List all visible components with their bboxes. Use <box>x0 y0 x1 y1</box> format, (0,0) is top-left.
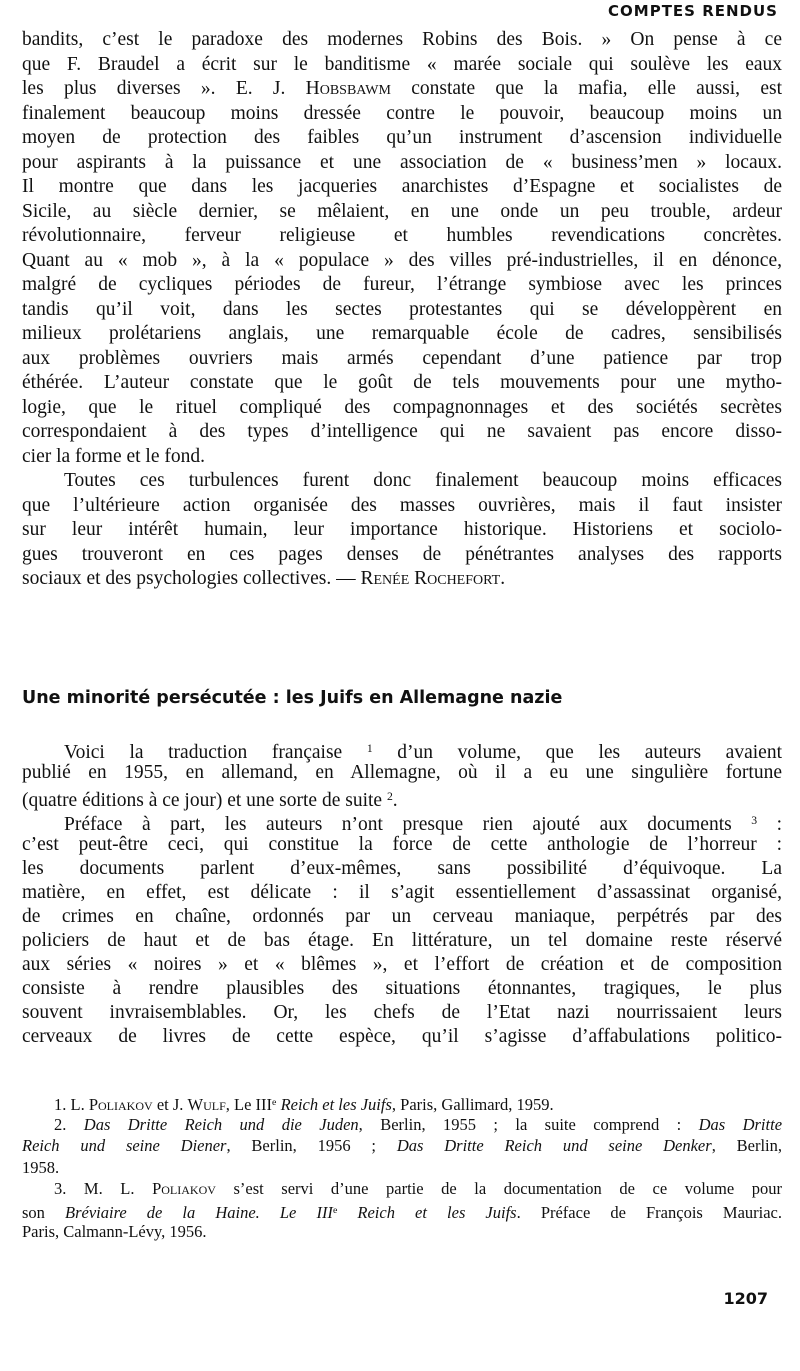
text-segment: cier la forme et le fond. <box>22 445 205 467</box>
text-line <box>22 1092 782 1114</box>
page-number: 1207 <box>723 1289 768 1308</box>
text-segment: 1. L. <box>54 1094 89 1114</box>
text-segment: Sicile, au siècle dernier, se mêlaient, en une onde un peu trouble, ardeur <box>22 200 782 222</box>
text-segment: éthérée. L’auteur constate que le goût de tels mouvements pour une mytho- <box>22 372 782 393</box>
text-segment: constate que la mafia, elle aussi, est <box>390 78 782 99</box>
running-header: COMPTES RENDUS <box>608 2 778 20</box>
text-line <box>22 929 782 953</box>
text-line <box>22 785 782 809</box>
text-segment: Le III <box>234 1094 273 1114</box>
text-segment: pour aspirants à la puissance et une association de « business’men » locaux. <box>22 151 782 173</box>
text-line <box>22 77 782 102</box>
text-segment: c’est peut-être ceci, qui constitue la force de cette anthologie de l’horreur : <box>22 834 782 855</box>
text-line <box>22 371 782 396</box>
text-segment: finalement beaucoup moins dressée contre le pouvoir, beaucoup moins un <box>22 102 782 124</box>
review-1-text <box>22 28 782 592</box>
footnote-ref: e <box>272 1097 277 1108</box>
text-line <box>22 175 782 200</box>
text-line <box>22 249 782 274</box>
text-segment: Renée Rochefort <box>360 568 501 589</box>
text-segment: moyen de protection des faibles qu’un instrument d’ascension individuelle <box>22 127 782 148</box>
text-segment: (quatre éditions à ce jour) et une sorte de suite <box>22 789 387 811</box>
text-segment: . <box>500 568 506 589</box>
text-line <box>22 833 782 857</box>
text-segment: Hobsbawm <box>305 78 391 99</box>
text-line <box>22 1221 782 1243</box>
text-line <box>22 273 782 298</box>
text-segment: son <box>22 1202 65 1222</box>
text-segment: . Préface de François Mauriac. <box>516 1202 782 1222</box>
footnote-ref: 3 <box>751 814 758 827</box>
text-line <box>22 977 782 1001</box>
text-line <box>22 543 782 568</box>
text-segment: souvent invraisemblables. Or, les chefs de l’Etat nazi nourrissaient leurs <box>22 1002 782 1023</box>
text-line <box>22 1001 782 1025</box>
text-segment: , Berlin, 1956 ; <box>226 1136 397 1155</box>
footnote-ref: 2 <box>386 790 393 803</box>
text-line <box>22 881 782 905</box>
text-line <box>22 737 782 761</box>
text-line <box>22 445 782 470</box>
text-line <box>22 53 782 78</box>
text-segment: Poliakov <box>88 1094 153 1114</box>
text-line <box>22 567 782 592</box>
text-segment: Quant au « mob », à la « populace » des villes pré-industrielles, il en dénonce, <box>22 249 782 271</box>
text-line <box>22 809 782 833</box>
text-segment: , Berlin, 1955 ; la suite comprend : <box>358 1114 699 1134</box>
text-line <box>22 420 782 445</box>
text-segment: de crimes en chaîne, ordonnés par un cerveau maniaque, perpétrés par des <box>22 906 782 927</box>
text-segment: s’est servi d’une partie de la documentation de ce volume pour <box>215 1179 782 1198</box>
text-segment: bandits, c’est le paradoxe des modernes Robins des Bois. » On pense à ce <box>22 29 782 50</box>
text-segment: logie, que le rituel compliqué des compagnonnages et des sociétés secrètes <box>22 396 782 418</box>
text-segment: aux séries « noires » et « blêmes », et l’effort de création et de composition <box>22 954 782 975</box>
text-line <box>22 322 782 347</box>
text-segment: . <box>392 789 398 811</box>
text-segment: Préface à part, les auteurs n’ont presque rien ajouté aux documents <box>64 813 752 835</box>
text-segment: les documents parlent d’eux-mêmes, sans possibilité d’équivoque. La <box>22 858 782 879</box>
text-segment: consiste à rendre plausibles des situations étonnantes, tragiques, le plus <box>22 978 782 999</box>
text-segment: publié en 1955, en allemand, en Allemagne, où il a eu une singulière fortune <box>22 762 782 783</box>
text-line <box>22 396 782 421</box>
text-line <box>22 953 782 977</box>
text-segment: Bréviaire de la Haine. Le III <box>65 1202 333 1222</box>
text-line <box>22 857 782 881</box>
text-segment: révolutionnaire, ferveur religieuse et humbles revendications concrètes. <box>22 225 782 246</box>
text-segment: 2. <box>54 1114 84 1134</box>
text-segment: : <box>757 813 782 835</box>
text-segment: Il montre que dans les jacqueries anarchistes d’Espagne et socialistes de <box>22 176 782 197</box>
text-segment: tandis qu’il voit, dans les sectes protestantes qui se développèrent en <box>22 298 782 320</box>
text-segment: , Berlin, <box>711 1136 782 1155</box>
text-line <box>22 1135 782 1157</box>
text-segment: Voici la traduction française <box>64 741 367 763</box>
text-segment: Toutes ces turbulences furent donc finalement beaucoup moins efficaces <box>64 470 782 491</box>
text-segment: policiers de haut et de bas étage. En littérature, un tel domaine reste réservé <box>22 930 782 951</box>
text-segment: d’un volume, que les auteurs avaient <box>372 741 782 763</box>
text-line <box>22 1157 782 1179</box>
text-line <box>22 469 782 494</box>
text-line <box>22 200 782 225</box>
text-segment: malgré de cycliques périodes de fureur, l’étrange symbiose avec les princes <box>22 274 782 295</box>
text-line <box>22 905 782 929</box>
text-segment: gues trouveront en ces pages denses de pénétrantes analyses des rapports <box>22 543 782 565</box>
text-segment: milieux prolétariens anglais, une remarquable école de cadres, sensibilisés <box>22 323 782 344</box>
text-line <box>22 298 782 323</box>
text-segment: Das Dritte <box>698 1114 783 1134</box>
review-title: Une minorité persécutée : les Juifs en Allemagne nazie <box>22 688 563 708</box>
text-line <box>22 28 782 53</box>
text-segment: 1958. <box>22 1157 60 1177</box>
text-segment: sociaux et des psychologies collectives. — <box>22 568 361 589</box>
text-segment: Das Dritte Reich und die Juden <box>83 1114 359 1134</box>
text-line <box>22 102 782 127</box>
text-line <box>22 347 782 372</box>
text-line <box>22 126 782 151</box>
text-segment: et J. <box>152 1094 188 1114</box>
text-segment: les plus diverses ». E. J. <box>22 78 306 99</box>
text-segment: matière, en effet, est délicate : il s’agit essentiellement d’assassinat organisé, <box>22 882 782 903</box>
text-line <box>22 224 782 249</box>
text-line <box>22 1114 782 1136</box>
text-line <box>22 494 782 519</box>
text-line <box>22 1200 782 1222</box>
footnotes <box>22 1092 782 1243</box>
text-segment: 3. M. L. <box>54 1179 153 1198</box>
review-2-text <box>22 737 782 1049</box>
text-segment: Reich et les Juifs <box>276 1094 392 1114</box>
text-segment: Reich und seine Diener <box>22 1136 227 1155</box>
text-segment: Wulf <box>187 1094 226 1114</box>
text-segment: Paris, Calmann-Lévy, 1956. <box>22 1222 207 1241</box>
text-segment: Das Dritte Reich und seine Denker <box>396 1136 712 1155</box>
text-segment: Poliakov <box>152 1179 216 1198</box>
text-segment: que l’ultérieure action organisée des masses ouvrières, mais il faut insister <box>22 494 782 516</box>
text-segment: , Paris, Gallimard, 1959. <box>391 1094 554 1114</box>
text-segment: cerveaux de livres de cette espèce, qu’il s’agisse d’affabulations politico- <box>22 1026 782 1047</box>
footnote-ref: e <box>332 1204 338 1216</box>
text-segment: Reich et les Juifs <box>337 1202 517 1222</box>
text-segment: correspondaient à des types d’intelligence qui ne savaient pas encore disso- <box>22 421 782 442</box>
text-line <box>22 1025 782 1049</box>
text-line <box>22 1178 782 1200</box>
text-line <box>22 761 782 785</box>
text-line <box>22 151 782 176</box>
text-segment: sur leur intérêt humain, leur importance historique. Historiens et sociolo- <box>22 519 782 540</box>
text-segment: que F. Braudel a écrit sur le banditisme « marée sociale qui soulève les eaux <box>22 53 782 75</box>
footnote-ref: 1 <box>366 742 373 755</box>
text-line <box>22 518 782 543</box>
text-segment: aux problèmes ouvriers mais armés cependant d’une patience par trop <box>22 347 782 369</box>
text-segment: , <box>225 1094 235 1114</box>
